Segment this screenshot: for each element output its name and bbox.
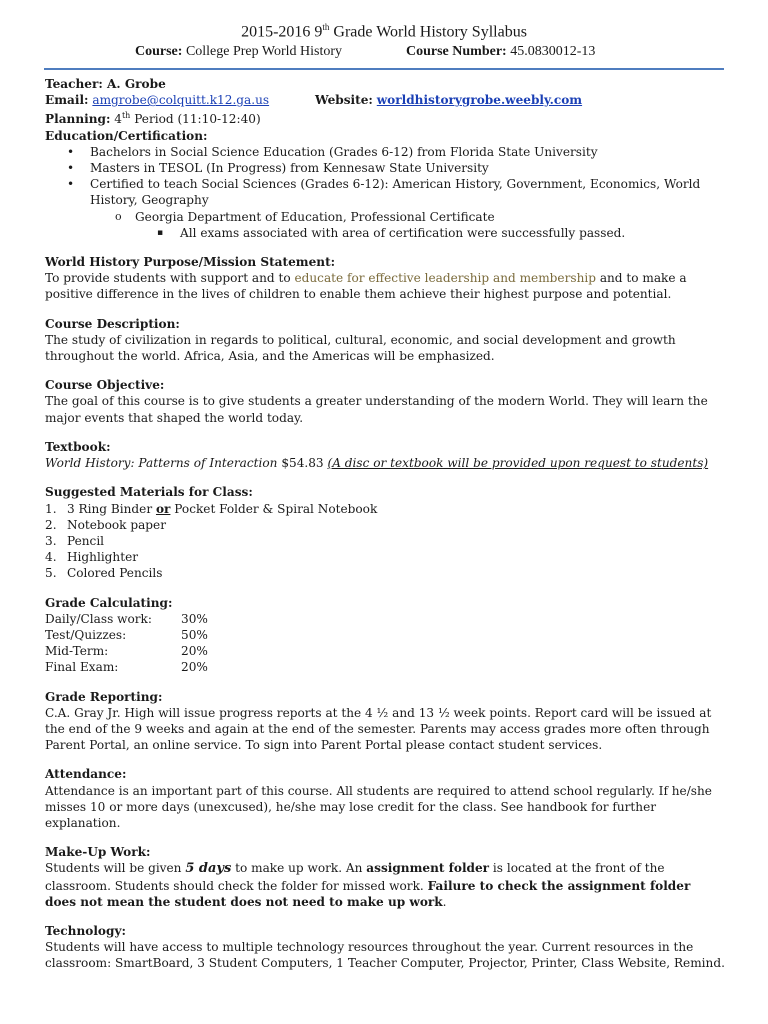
planning-line: Planning: 4th Period (11:10-12:40) [45,111,261,127]
syllabus-body [45,76,725,972]
reporting-text: C.A. Gray Jr. High will issue progress reports at the 4 ½ and 13 ½ week points. Report card will be issued at the end of the 9 weeks and again at the end of the semester. Parents may access grades more often through Parent Portal, an online service. To sign into Parent Portal please contact student services. [45,705,712,753]
table-row: Final Exam: 20% [45,660,208,675]
description-heading: Course Description: [45,316,180,331]
contact-line: Email: amgrobe@colquitt.k12.ga.us Website: worldhistorygrobe.weebly.com [45,93,583,108]
list-item: 1. 3 Ring Binder or Pocket Folder & Spiral Notebook [45,501,378,516]
website-link[interactable]: worldhistorygrobe.weebly.com [376,93,583,108]
list-item: 4. Highlighter [45,550,139,565]
grading-table [45,611,725,676]
teacher-name: Teacher: A. Grobe [45,77,166,91]
website: Website: worldhistorygrobe.weebly.com [315,93,583,108]
table-row: Test/Quizzes: 50% [45,627,208,642]
materials-heading: Suggested Materials for Class: [45,485,253,500]
mission-text: To provide students with support and to educate for effective leadership and membership and to make a positive difference in the lives of children to enable them achieve their highest purpose and potential. [45,271,687,302]
attendance-text: Attendance is an important part of this course. All students are required to attend school regularly. If he/she misses 10 or more days (unexcused), he/she may lose credit for the class. See handbook for further explanation. [45,783,712,830]
objective-text: The goal of this course is to give students a greater understanding of the modern World. They will learn the major events that shaped the world today. [45,394,708,425]
textbook-heading: Textbook: [45,439,111,454]
title-superscript: th [322,22,330,32]
email-link[interactable]: amgrobe@colquitt.k12.ga.us [92,93,270,108]
list-item: 2. Notebook paper [45,517,166,532]
table-row: Daily/Class work: 30% [45,611,208,626]
list-item: • Masters in TESOL (In Progress) from Kennesaw State University [45,160,725,176]
table-row: Mid-Term: 20% [45,644,208,659]
grading-heading: Grade Calculating: [45,595,173,610]
list-item: 5. Colored Pencils [45,566,163,581]
technology-heading: Technology: [45,923,126,938]
makeup-heading: Make-Up Work: [45,845,151,860]
header-divider [44,68,724,70]
reporting-heading: Grade Reporting: [45,689,163,704]
makeup-text: Students will be given 5 days to make up work. An assignment folder is located at the front of the classroom. Students should check the folder for missed work. Failure to check the assignment folder does not mean the student does not need to make up work. [45,861,691,909]
materials-list [45,501,725,582]
course-name: Course: College Prep World History [135,44,343,59]
objective-heading: Course Objective: [45,378,165,393]
list-item: • Bachelors in Social Science Education (Grades 6-12) from Florida State University [45,144,725,160]
certificate-item: o Georgia Department of Education, Professional Certificate [45,209,725,225]
certificate-subitem: ▪ All exams associated with area of certification were successfully passed. [45,225,725,241]
attendance-heading: Attendance: [45,767,127,782]
description-text: The study of civilization in regards to political, cultural, economic, and social development and growth throughout the world. Africa, Asia, and the Americas will be emphasized. [45,332,676,364]
page-title: 2015-2016 9th Grade World History Syllabus [241,22,527,41]
textbook-line: World History: Patterns of Interaction $54.83 (A disc or textbook will be provided upon request to students) [45,456,709,471]
technology-text: Students will have access to multiple technology resources throughout the year. Current resources in the classroom: SmartBoard, 3 Student Computers, 1 Teacher Computer, Projector, Printer, Class Website, Remind. [45,940,725,971]
education-list [45,144,725,209]
education-heading: Education/Certification: [45,128,208,143]
list-item: • Certified to teach Social Sciences (Grades 6-12): American History, Government, Economics, World History, Geography [45,176,725,208]
list-item: 3. Pencil [45,533,105,548]
course-number: Course Number: 45.0830012-13 [406,44,596,59]
mission-heading: World History Purpose/Mission Statement: [45,255,336,270]
